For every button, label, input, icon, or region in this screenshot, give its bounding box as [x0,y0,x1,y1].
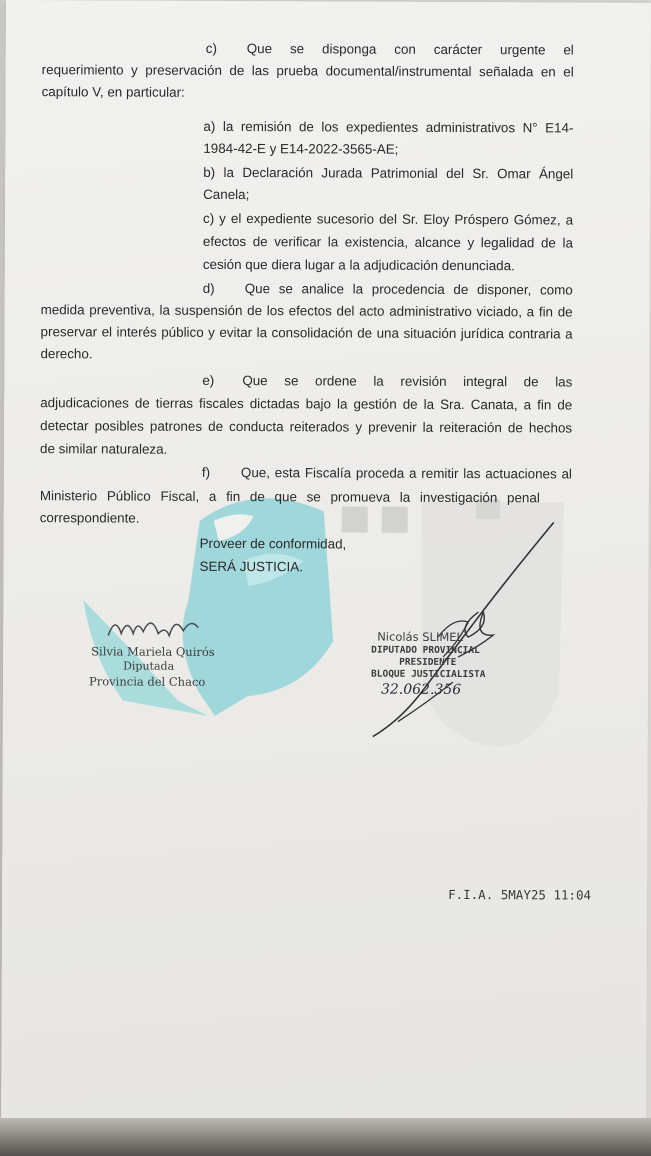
subitem-c-line-2: efectos de verificar la existencia, alcance y legalidad de la [202,233,573,251]
item-d-line-4: derecho. [40,346,93,362]
item-d-label: d) [202,280,215,296]
closing-proveer: Proveer de conformidad, [199,535,347,552]
signature-left-role: Diputada [123,659,175,673]
subitem-a-line-2: 1984-42-E y E14-2022-3565-AE; [203,140,399,157]
closing-justicia: SERÁ JUSTICIA. [199,558,303,575]
item-d-line-2: medida preventiva, la suspensión de los efectos del acto administrativo viciado, a fin de [40,302,573,320]
subitem-c-line-3: cesión que diera lugar a la adjudicación denunciada. [202,256,515,274]
subitem-b-line-2: Canela; [203,186,250,203]
item-d-line-3: preservar el interés público y evitar la consolidación de una situación jurídica contraria a [40,324,573,342]
item-c-label: c) [205,40,217,56]
signature-right-name: Nicolás SLIMEL [377,629,464,644]
document-page [1,0,651,1121]
signature-right-role-1: DIPUTADO PROVINCIAL [371,644,480,657]
signature-right-handwritten-number: 32.062.356 [380,681,462,698]
subitem-b-line-1: b) la Declaración Jurada Patrimonial del Sr. Omar Ángel [203,164,574,182]
item-f-line-1: Que, esta Fiscalía proceda a remitir las actuaciones al [240,465,572,482]
signature-left-name: Silvia Mariela Quirós [91,644,215,659]
item-f-label: f) [201,464,211,480]
item-f-line-3: correspondiente. [39,510,140,526]
item-c-line-1: Que se disponga con carácter urgente el [246,41,574,58]
subitem-c-line-1: c) y el expediente sucesorio del Sr. Eloy Próspero Gómez, a [203,210,574,228]
item-c-line-3: capítulo V, en particular: [41,84,185,100]
item-e-label: e) [202,372,215,388]
item-f-line-2: Ministerio Público Fiscal, a fin de que se promueva la investigación penal [39,488,540,506]
item-c-line-2: requerimiento y preservación de las prueba documental/instrumental señalada en el [41,62,574,80]
item-d-line-1: Que se analice la procedencia de disponer, como [244,281,573,298]
signature-right-role-2: PRESIDENTE [399,656,457,668]
item-e-line-2: adjudicaciones de tierras fiscales dictadas bajo la gestión de la Sra. Canata, a fin de [40,395,573,413]
signature-left-province: Provincia del Chaco [88,674,206,689]
item-e-line-4: de similar naturaleza. [40,441,168,457]
signature-right-role-3: BLOQUE JUSTICIALISTA [371,668,486,681]
photo-bottom-shadow [0,1118,651,1156]
item-e-line-1: Que se ordene la revisión integral de las [242,373,573,390]
item-e-line-3: detectar posibles patrones de conducta reiterados y prevenir la reiteración de hechos [40,418,573,436]
subitem-a-line-1: a) la remisión de los expedientes administrativos N° E14- [203,118,574,136]
reception-stamp: F.I.A. 5MAY25 11:04 [448,886,592,903]
